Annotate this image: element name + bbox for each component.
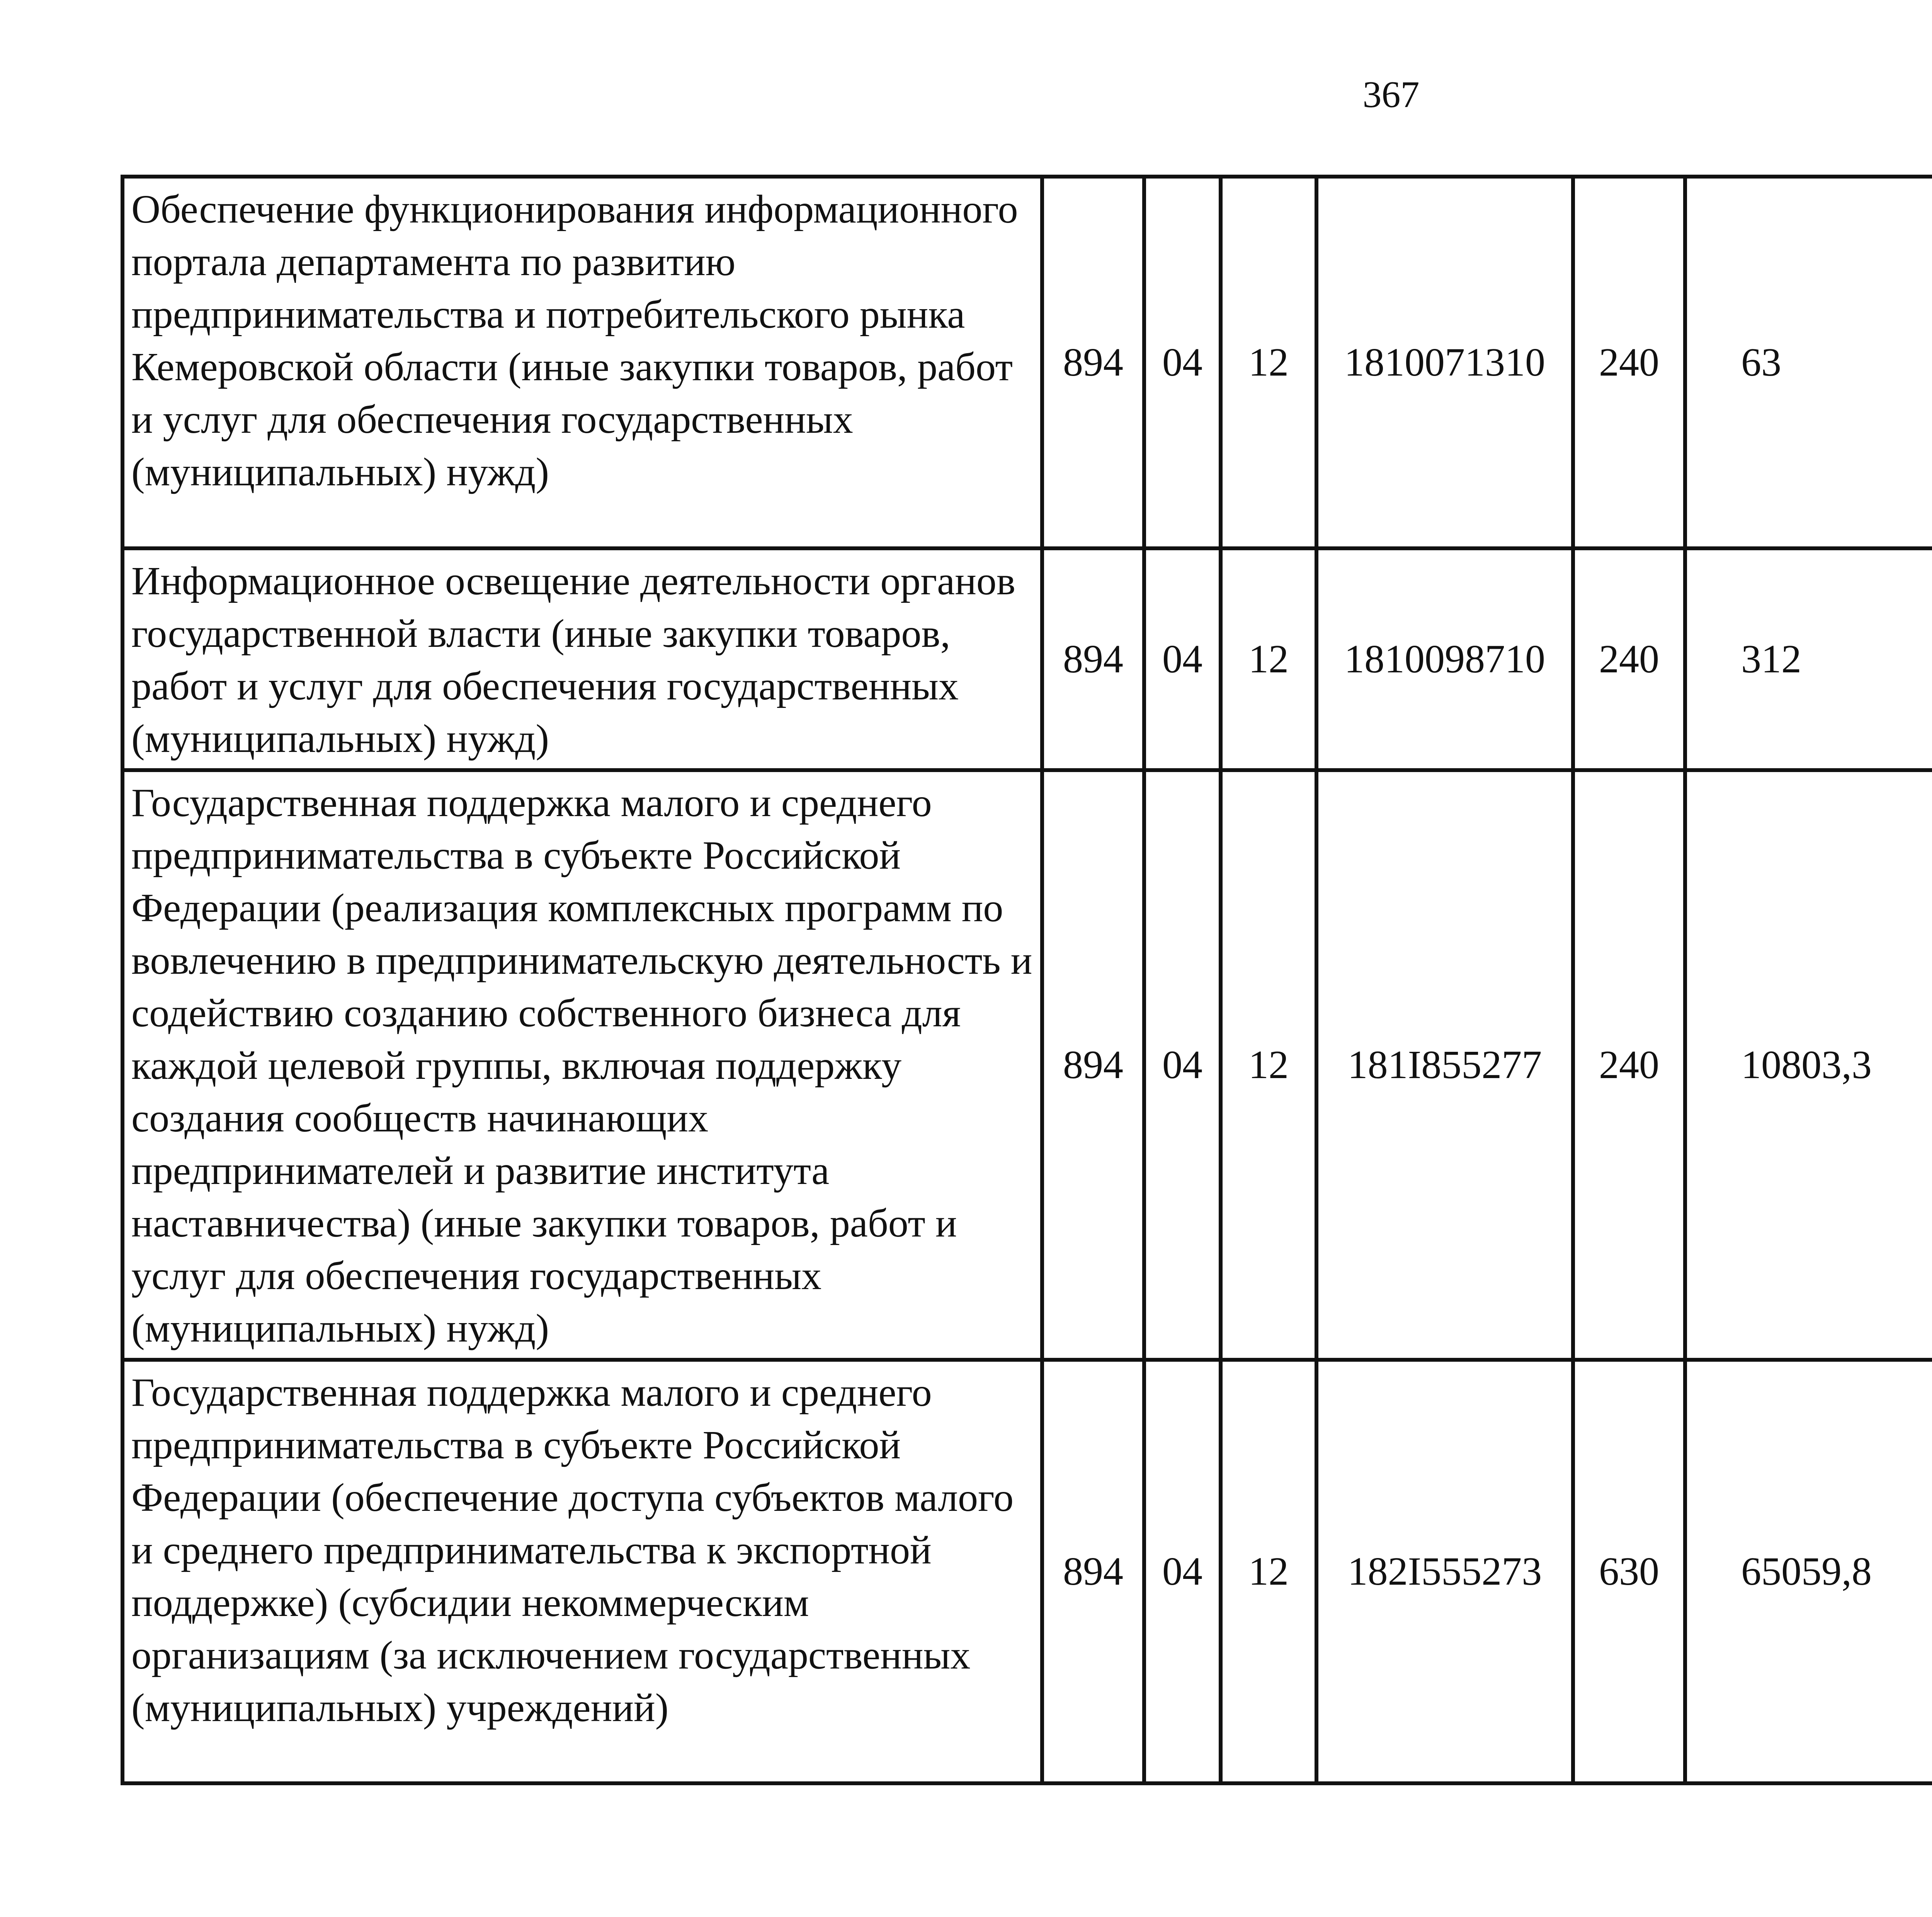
- budget-table: [121, 175, 1932, 1785]
- section-code: 04: [1144, 177, 1221, 548]
- subsection-code: 12: [1221, 177, 1316, 548]
- subsection-code: 12: [1221, 770, 1316, 1360]
- subsection-code: 12: [1221, 548, 1316, 770]
- row-description: Информационное освещение деятельности органов государственной власти (иные закупки товаров, работ и услуг для обеспечения государственных (муниципальных) нужд): [122, 548, 1042, 770]
- section-code: 04: [1144, 1360, 1221, 1783]
- section-code: 04: [1144, 770, 1221, 1360]
- ministry-code: 894: [1042, 770, 1144, 1360]
- subsection-code: 12: [1221, 1360, 1316, 1783]
- table-row: [122, 770, 1932, 1360]
- amount-year-1: 65059,8: [1685, 1360, 1932, 1783]
- target-article-code: 181I855277: [1316, 770, 1573, 1360]
- row-description: Государственная поддержка малого и среднего предпринимательства в субъекте Российской Федерации (обеспечение доступа субъектов малого и среднего предпринимательства к экспортной поддержке) (субсидии некоммерческим организациям (за исключением государственных (муниципальных) учреждений): [122, 1360, 1042, 1783]
- ministry-code: 894: [1042, 1360, 1144, 1783]
- ministry-code: 894: [1042, 177, 1144, 548]
- amount-year-1: 312: [1685, 548, 1932, 770]
- expense-type-code: 630: [1573, 1360, 1685, 1783]
- row-description: Обеспечение функционирования информационного портала департамента по развитию предпринимательства и потребительского рынка Кемеровской области (иные закупки товаров, работ и услуг для обеспечения государственных (муниципальных) нужд): [122, 177, 1042, 548]
- expense-type-code: 240: [1573, 177, 1685, 548]
- row-description: Государственная поддержка малого и среднего предпринимательства в субъекте Российской Федерации (реализация комплексных программ по вовлечению в предпринимательскую деятельность и содействию созданию собственного бизнеса для каждой целевой группы, включая поддержку создания сообществ начинающих предпринимателей и развитие института наставничества) (иные закупки товаров, работ и услуг для обеспечения государственных (муниципальных) нужд): [122, 770, 1042, 1360]
- page-number: 367: [1362, 74, 1420, 116]
- expense-type-code: 240: [1573, 770, 1685, 1360]
- table-row: [122, 548, 1932, 770]
- table-row: [122, 177, 1932, 548]
- expense-type-code: 240: [1573, 548, 1685, 770]
- target-article-code: 1810098710: [1316, 548, 1573, 770]
- ministry-code: 894: [1042, 548, 1144, 770]
- table-row: [122, 1360, 1932, 1783]
- amount-year-1: 10803,3: [1685, 770, 1932, 1360]
- target-article-code: 182I555273: [1316, 1360, 1573, 1783]
- section-code: 04: [1144, 548, 1221, 770]
- amount-year-1: 63: [1685, 177, 1932, 548]
- target-article-code: 1810071310: [1316, 177, 1573, 548]
